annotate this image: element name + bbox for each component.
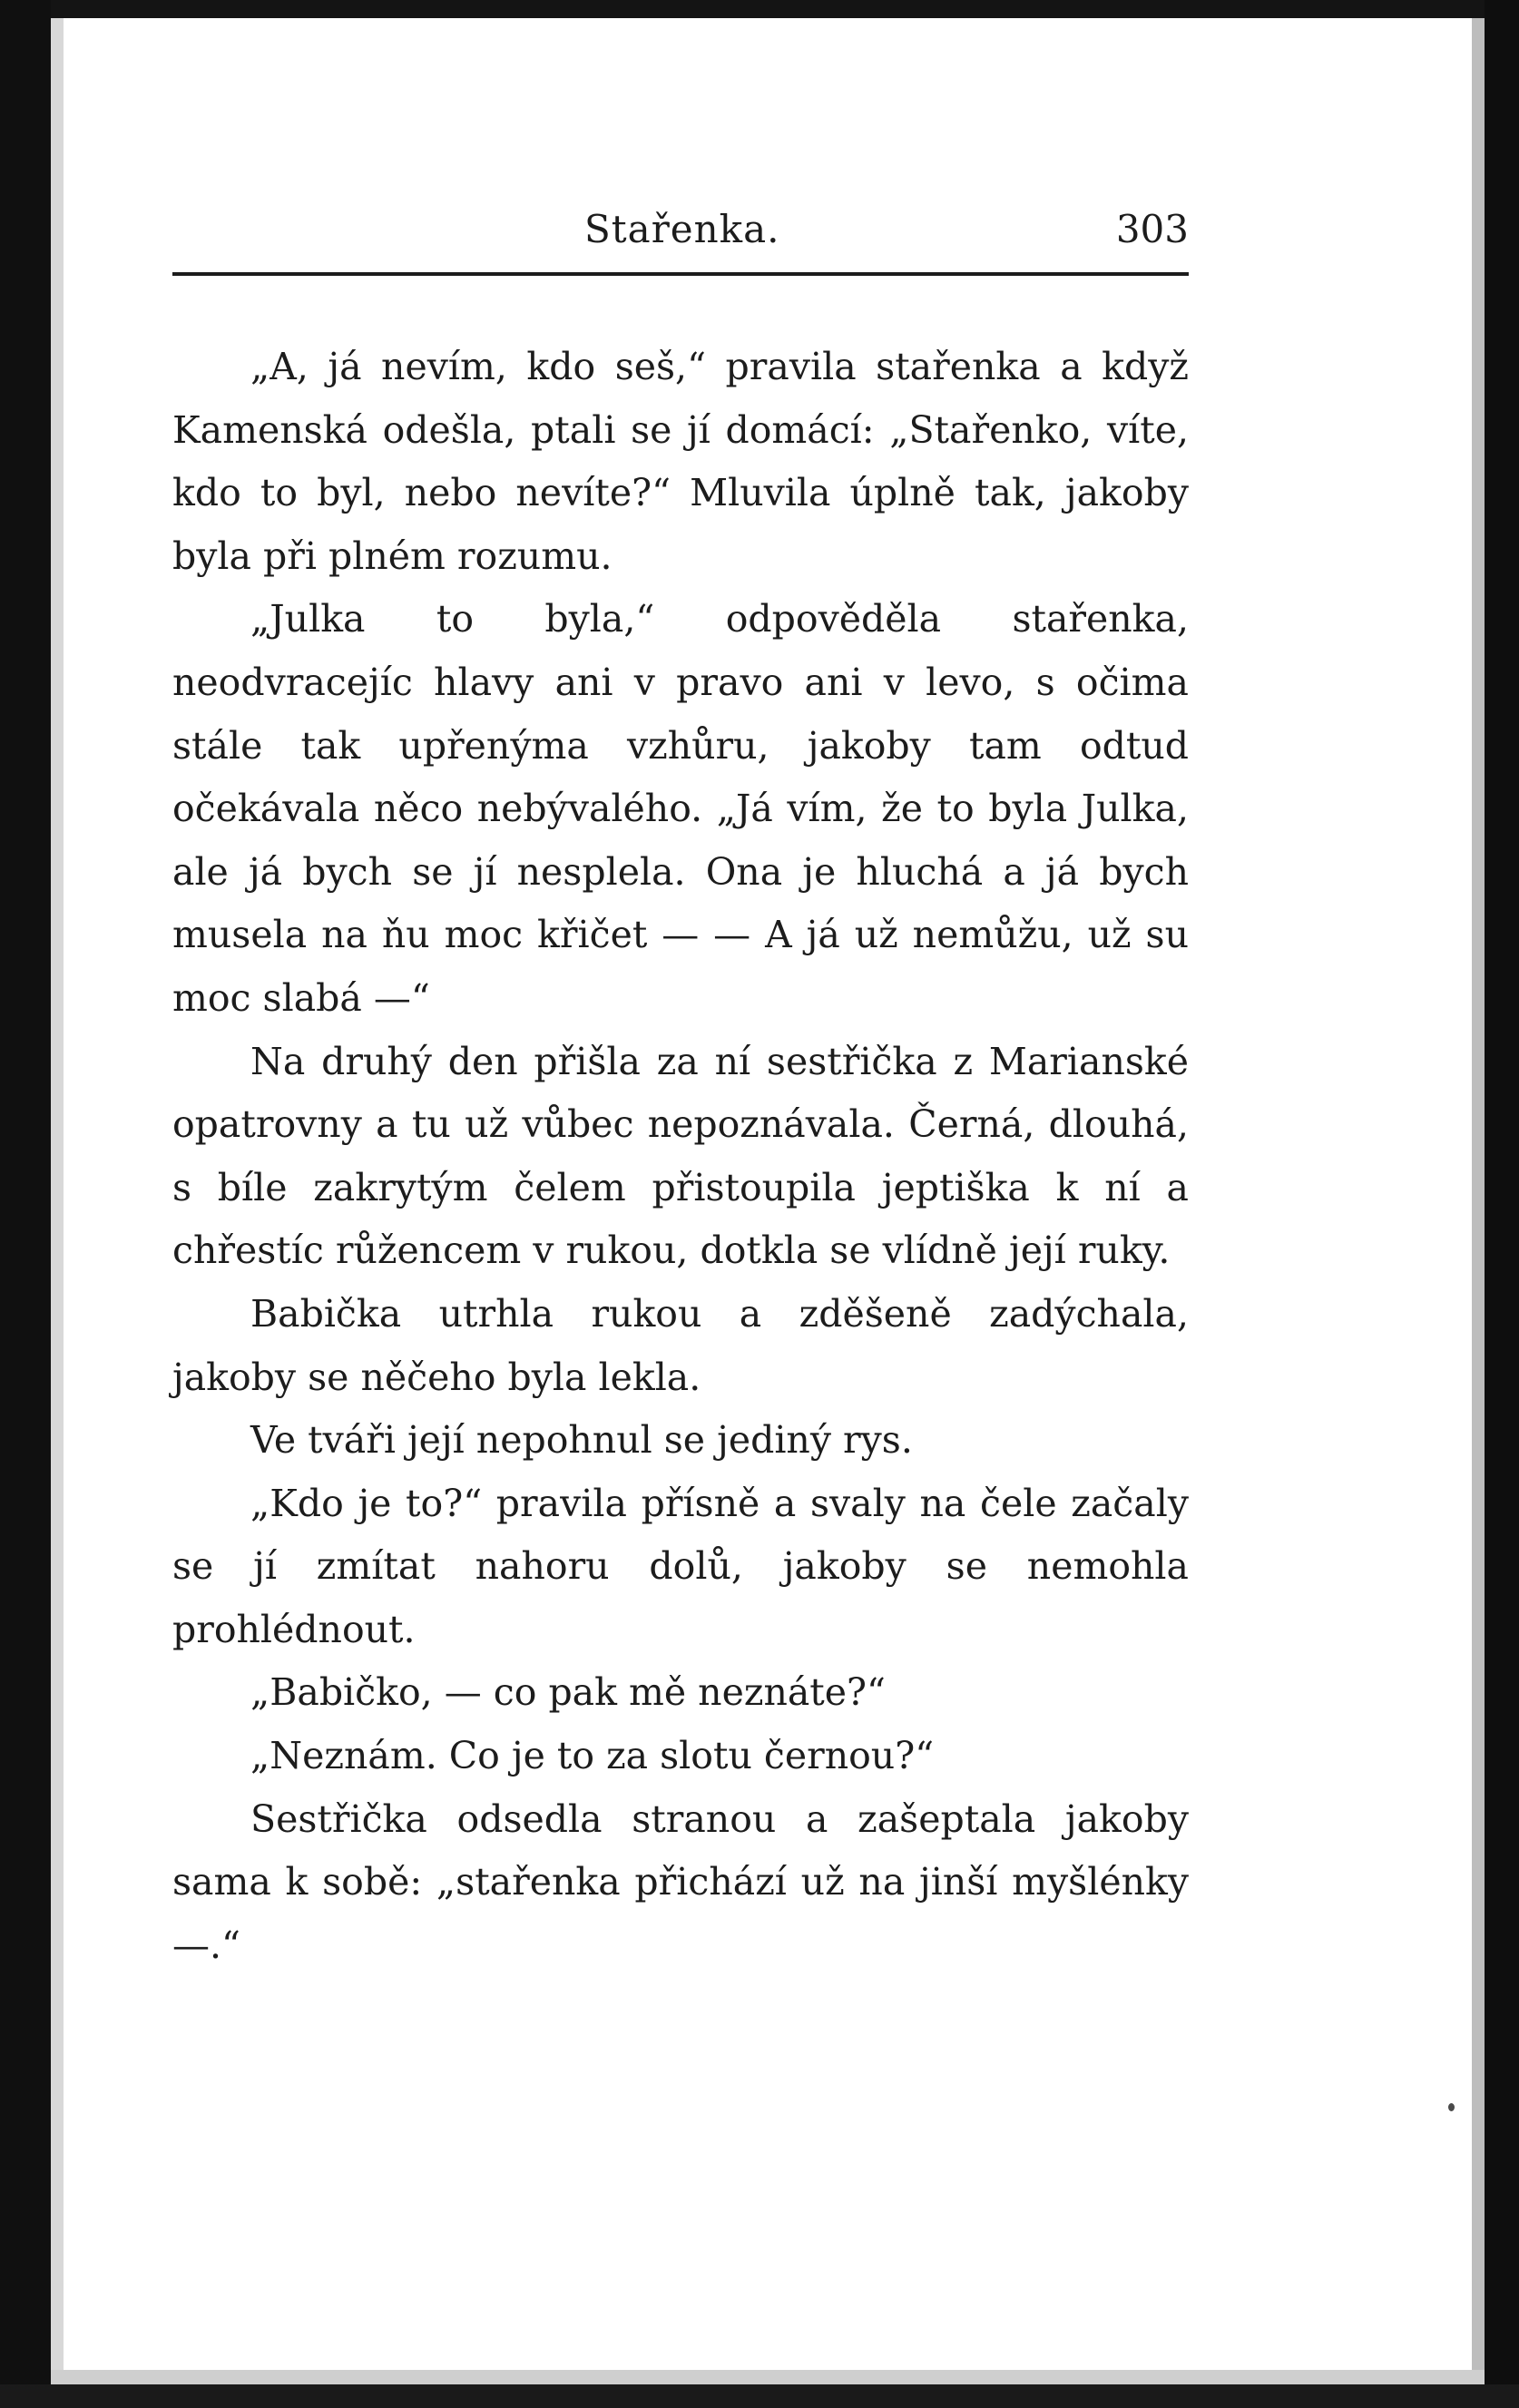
scan-border-bottom-shadow xyxy=(51,2370,1485,2384)
paragraph: „Julka to byla,“ odpověděla stařenka, neodvracejíc hlavy ani v pravo ani v levo, s očima stále tak upřenýma vzhůru, jakoby tam odtud očekávala něco nebývalého. „Já vím, že to byla Julka, ale já bych se jí nesplela. Ona je hluchá a já bych musela na ňu moc křičet — — A já už nemůžu, už su moc slabá —“ xyxy=(172,597,1189,1020)
scan-border-top xyxy=(0,0,1519,18)
page-number: 303 xyxy=(1115,207,1189,251)
paragraph: „Kdo je to?“ pravila přísně a svaly na čele začaly se jí zmítat nahoru dolů, jakoby se nemohla prohlédnout. xyxy=(172,1481,1189,1651)
paragraph: Babička utrhla rukou a zděšeně zadýchala, jakoby se něčeho byla lekla. xyxy=(172,1291,1189,1399)
running-head xyxy=(172,207,1189,279)
paragraph: Sestřička odsedla stranou a zašeptala jakoby sama k sobě: „stařenka přichází už na jinší myšlénky —.“ xyxy=(172,1796,1189,1967)
running-title: Stařenka. xyxy=(584,207,780,251)
ink-speck xyxy=(1448,2103,1455,2111)
scan-border-left-shadow xyxy=(51,18,64,2408)
paragraph: Ve tváři její nepohnul se jediný rys. xyxy=(250,1418,913,1463)
paragraph: Na druhý den přišla za ní sestřička z Marianské opatrovny a tu už vůbec nepoznávala. Černá, dlouhá, s bíle zakrytým čelem přistoupila jeptiška k ní a chřestíc růžencem v rukou, dotkla se vlídně její ruky. xyxy=(172,1039,1189,1273)
body-text xyxy=(172,336,1189,1977)
paragraph: „A, já nevím, kdo seš,“ pravila stařenka a když Kamenská odešla, ptali se jí domácí: „Stařenko, víte, kdo to byl, nebo nevíte?“ Mluvila úplně tak, jakoby byla při plném rozumu. xyxy=(172,345,1189,578)
scan-border-bottom xyxy=(0,2384,1519,2408)
paragraph: „Babičko, — co pak mě neznáte?“ xyxy=(250,1670,886,1715)
paragraph: „Neznám. Co je to za slotu černou?“ xyxy=(250,1734,935,1778)
header-rule xyxy=(172,272,1189,276)
scan-border-left xyxy=(0,0,51,2408)
scan-border-right-shadow xyxy=(1472,18,1485,2408)
scan-border-right xyxy=(1485,0,1519,2408)
